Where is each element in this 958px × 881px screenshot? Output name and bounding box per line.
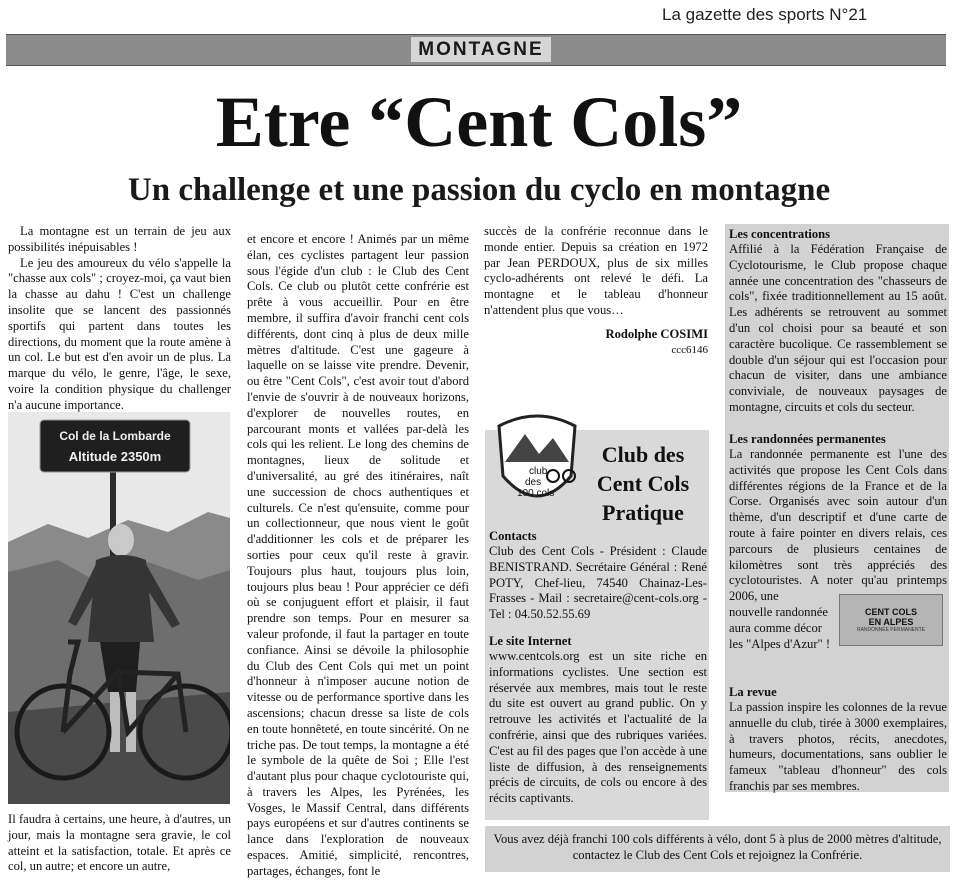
randonnees-heading: Les randonnées permanentes — [729, 432, 886, 446]
paragraph: La montagne est un terrain de jeu aux possibilités inépuisables ! — [8, 224, 231, 254]
author-name: Rodolphe COSIMI — [605, 326, 708, 341]
randonnees-text: La randonnée permanente est l'une des activités que propose les Cent Cols dans différentes régions de la France et de la Corse. Organisés avec soin autour d'un thème, d'un descriptif et d'une carte de route à faire pointer en divers relais, ces parcours de plusieurs centaines de kilomètres sont très appréciés des cyclotouristes. A noter qu'au printemps 2006, une — [729, 447, 947, 604]
publication-header: La gazette des sports N°21 — [662, 5, 868, 24]
cent-cols-alpes-ad — [839, 594, 943, 646]
ad-title-1: CENT COLS — [864, 607, 917, 617]
article-column-3 — [484, 224, 708, 358]
logo-text-1: club — [529, 466, 548, 477]
article-column-2 — [247, 232, 469, 880]
ad-subtitle: RANDONNÉE PERMANENTE — [856, 627, 926, 633]
logo-text-3: 100 cols — [517, 488, 555, 499]
contacts-text: Club des Cent Cols - Président : Claude BENISTRAND. Secrétaire Général : René POTY, Chef-lieu, 74540 Chainaz-Les-Frasses - Mail : secretaire@cent-cols.org - Tel : 04.50.52.55.69 — [489, 544, 707, 622]
paragraph: Le jeu des amoureux du vélo s'appelle la "chasse aux cols" ; croyez-moi, ça vaut bien la chasse au dahu ! C'est un challenge insolite que se lancent des passionnés sportifs qui partent dans toutes les directions, du moment que la route amène à un col. Le but est d'en avoir un de plus. La marque du vélo, le genre, l'âge, le sexe, voire la condition physique du challenger n'a aucune importance. — [8, 255, 231, 412]
pratique-title-line-2: Cent Cols — [596, 471, 690, 496]
pratique-text — [489, 528, 707, 807]
sidebar-box — [725, 224, 949, 792]
contacts-heading: Contacts — [489, 529, 537, 543]
article-column-1 — [8, 224, 231, 414]
call-to-action-text: Vous avez déjà franchi 100 cols différents à vélo, dont 5 à plus de 2000 mètres d'altitude, contactez le Club des Cent Cols et rejoignez la Confrérie. — [493, 832, 942, 862]
ad-title-2: EN ALPES — [868, 617, 914, 627]
paragraph: et encore et encore ! Animés par un même élan, ces cyclistes partagent leur passion sous l'égide d'un club : le Club des Cent Cols. Ce club ou plutôt cette confrérie est prête à vous accueillir. Pour en être membre, il suffira d'avoir franchi cent cols différents, dont cinq à plus de deux mille mètres d'altitude. C'est une gageure à laquelle on se laisse vite prendre. Devenir, ou être "Cent Cols", c'est avoir tout d'abord l'envie de s'ouvrir à de nouveaux horizons, d'explorer de nouvelles routes, en parcourant monts et vallées par-delà les cols qui les relient. Le long des chemins de montagnes, lieux de solitude et d'universalité, au gré des itinéraires, naît une succession de chocs authentiques et culturels. Ce n'est qu'ensuite, comme pour un collectionneur, que nous vient le goût d'additionner les cols et de préparer les sorties pour ceux qu'il reste à gravir. Toujours plus haut, toujours plus loin, toujours plus beau ! Pour apprécier ce défi où se conjuguent effort et plaisir, il faut prendre son temps. Pour en mesurer sa valeur profonde, il faut la partager en toute confiance. Ainsi se dévoile la philosophie du Club des Cent Cols qui met un point d'honneur à n'imposer aucune notion de vitesse ou de performance sportive dans les ascensions; chacun dresse sa liste de cols en toute honnêteté, en toute sincérité. On ne triche pas. De tout temps, la montagne a été le symbole de la quête de Soi ; Elle l'est d'autant plus pour chaque cyclotouriste qui, à travers les Alpes, les Pyrénées, les Vosges, le Massif Central, dans différents pays européens et sur d'autres continents se lance dans l'exploration de nouveaux espaces. Amitié, simplicité, rencontres, partages, échanges, font le — [247, 232, 469, 878]
section-banner — [6, 34, 946, 66]
pratique-title — [577, 440, 709, 527]
paragraph: Il faudra à certains, une heure, à d'autres, un jour, mais la montagne sera gravie, le col atteint et la satisfaction, totale. Et après ce col, un autre; et encore un autre, — [8, 812, 231, 874]
paragraph: succès de la confrérie reconnue dans le monde entier. Depuis sa création en 1972 par Jean PERDOUX, plus de six milles cyclo-adhérents ont relevé le défi. La montagne et le tableau d'honneur n'attendent plus que vous… — [484, 224, 708, 317]
club-logo — [491, 404, 583, 522]
cyclist-photo — [8, 412, 230, 804]
site-heading: Le site Internet — [489, 633, 572, 648]
article-subtitle: Un challenge et une passion du cyclo en montagne — [127, 172, 831, 208]
author-id: ccc6146 — [671, 343, 708, 356]
concentrations-heading: Les concentrations — [729, 227, 831, 241]
site-text: www.centcols.org est un site riche en informations cyclistes. Une section est réservée aux membres, mais tout le reste du site est ouvert au grand public. On y retrouve les activités et l'actualité de la confrérie, ainsi que des rubriques variées. C'est au fil des pages que l'on accède à une liste de diffusion, à des renseignements précis de circuits, de cols ou encore à des récits captivants. — [489, 648, 707, 806]
article-column-1-end — [8, 812, 231, 875]
logo-text-2: des — [525, 477, 542, 488]
concentrations-text: Affilié à la Fédération Française de Cyclotourisme, le Club propose chaque année une concentration des "chasseurs de cols", fixée traditionnellement au 15 août. Les adhérents se retrouvent au sommet d'un col choisi pour sa beauté et son caractère bucolique. Ce rassemblement se double d'un séjour qui est l'occasion pour chacun de visiter, dans une ambiance conviviale, de nouveaux paysages de montagne, circuits et cols du secteur. — [729, 242, 947, 414]
photo-illustration — [8, 412, 230, 804]
revue-heading: La revue — [729, 685, 777, 699]
call-to-action-band — [485, 826, 950, 872]
randonnees-text-end: nouvelle randonnée aura comme décor les "Alpes d'Azur" ! — [729, 604, 831, 651]
sign-line-2: Altitude 2350m — [68, 449, 162, 464]
sidebar-revue — [729, 684, 947, 795]
pratique-box — [485, 430, 709, 820]
sign-line-1: Col de la Lombarde — [59, 429, 171, 443]
article-title: Etre “Cent Cols” — [215, 82, 743, 162]
pratique-title-line-3: Pratique — [602, 500, 684, 525]
revue-text: La passion inspire les colonnes de la revue annuelle du club, tirée à 3000 exemplaires, à travers photos, récits, anecdotes, humeurs, documentations, sans oublier le fameux "tableau d'honneur" des cols franchis par ses membres. — [729, 700, 947, 793]
section-label: MONTAGNE — [411, 37, 551, 62]
pratique-title-line-1: Club des — [601, 442, 685, 467]
sidebar-concentrations — [729, 226, 947, 416]
